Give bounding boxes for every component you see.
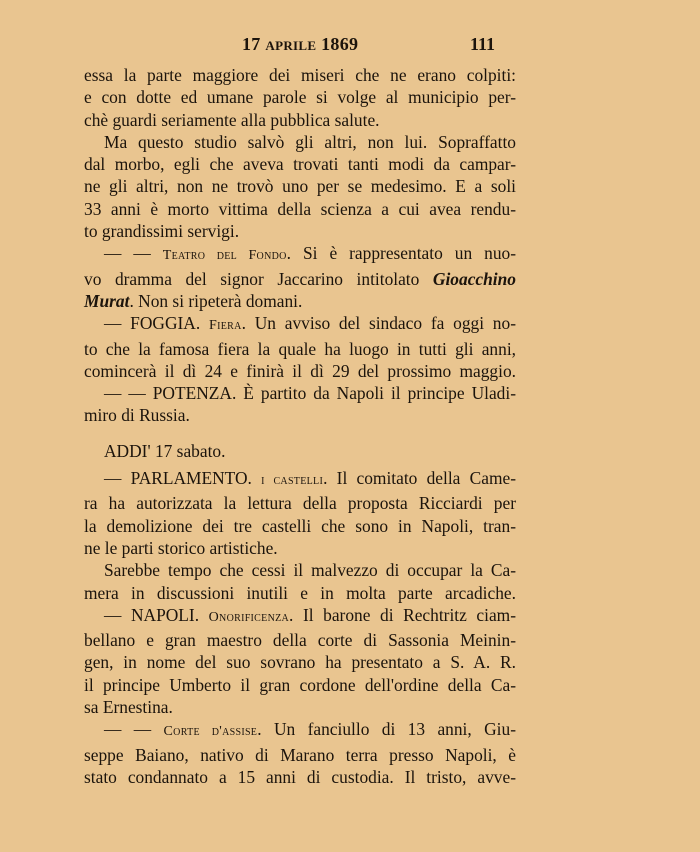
text-line: [84, 718, 516, 743]
page-body: [84, 64, 516, 788]
text: — FOGGIA.: [104, 313, 209, 334]
text-line: ra ha autorizzata la lettura della proposta Ricciardi per: [84, 493, 516, 514]
text-line: to che la famosa fiera la quale ha luogo in tutti gli anni,: [84, 338, 516, 359]
text: . Si è rappresentato un nuo-: [286, 243, 517, 264]
section-heading: Teatro del Fondo: [162, 248, 287, 264]
text-line: [84, 467, 516, 492]
text-line: ne gli altri, non ne trovò uno per se medesimo. E a soli: [84, 176, 516, 197]
text-line: [84, 604, 516, 629]
text-line: [84, 268, 516, 290]
text-line: to grandissimi servigi.: [84, 221, 240, 242]
text-line: la demolizione dei tre castelli che sono in Napoli, tran-: [84, 515, 516, 536]
text-line: dal morbo, egli che aveva trovati tanti modi da campar-: [84, 154, 516, 175]
text: . Un fanciullo di 13 anni, Giu-: [257, 719, 516, 740]
text-line: seppe Baiano, nativo di Marano terra presso Napoli, è: [84, 744, 516, 765]
italic-title: Gioacchino: [432, 268, 516, 289]
text-line: comincerà il dì 24 e finirà il dì 29 del prossimo maggio.: [84, 360, 516, 381]
section-heading: Fiera: [208, 318, 242, 334]
text: — NAPOLI.: [104, 604, 209, 625]
text-line: Ma questo studio salvò gli altri, non lui. Sopraffatto: [104, 131, 516, 152]
text-line: ne le parti storico artistiche.: [84, 537, 278, 558]
text-line: Sarebbe tempo che cessi il malvezzo di occupar la Ca-: [104, 560, 516, 581]
section-heading: Corte d'assise: [163, 724, 258, 740]
italic-title: Murat: [84, 290, 130, 311]
text: — PARLAMENTO.: [104, 468, 262, 489]
text-line: mera in discussioni inutili e in molta parte arcadiche.: [84, 582, 516, 603]
text: . Il barone di Rechtritz ciam-: [289, 604, 516, 625]
text-line: bellano e gran maestro della corte di Sassonia Meinin-: [84, 630, 516, 651]
text: vo dramma del signor Jaccarino intitolato: [84, 268, 433, 289]
text-line: sa Ernestina.: [84, 697, 173, 718]
text-line: — — POTENZA. È partito da Napoli il principe Uladi-: [104, 383, 516, 404]
page-number: 111: [470, 34, 496, 54]
text: — —: [104, 719, 164, 740]
text-line: essa la parte maggiore dei miseri che ne erano colpiti:: [84, 65, 516, 85]
text-line: 33 anni è morto vittima della scienza a cui avea rendu-: [84, 198, 516, 219]
running-header-date: 17 aprile 1869: [242, 34, 359, 54]
text: . Non si ripeterà domani.: [129, 290, 303, 311]
text-line: stato condannato a 15 anni di custodia. Il tristo, avve-: [84, 766, 516, 787]
section-heading: Onorificenza: [208, 609, 290, 625]
text-line: gen, in nome del suo sovrano ha presentato a S. A. R.: [84, 652, 516, 673]
text: . Il comitato della Came-: [323, 468, 516, 489]
text-line: e con dotte ed umane parole si volge al municipio per-: [84, 87, 516, 108]
text: . Un avviso del sindaco fa oggi no-: [241, 313, 516, 334]
date-heading: ADDI' 17 sabato.: [104, 440, 226, 461]
text-line: il principe Umberto il gran cordone dell'ordine della Ca-: [84, 674, 516, 695]
section-heading: i castelli: [261, 473, 324, 489]
text-line: [84, 312, 516, 337]
dash: — —: [104, 243, 163, 264]
text-line: [84, 290, 516, 312]
text-line: [84, 242, 516, 267]
text-line: miro di Russia.: [84, 405, 190, 426]
text-line: chè guardi seriamente alla pubblica salute.: [84, 109, 380, 130]
